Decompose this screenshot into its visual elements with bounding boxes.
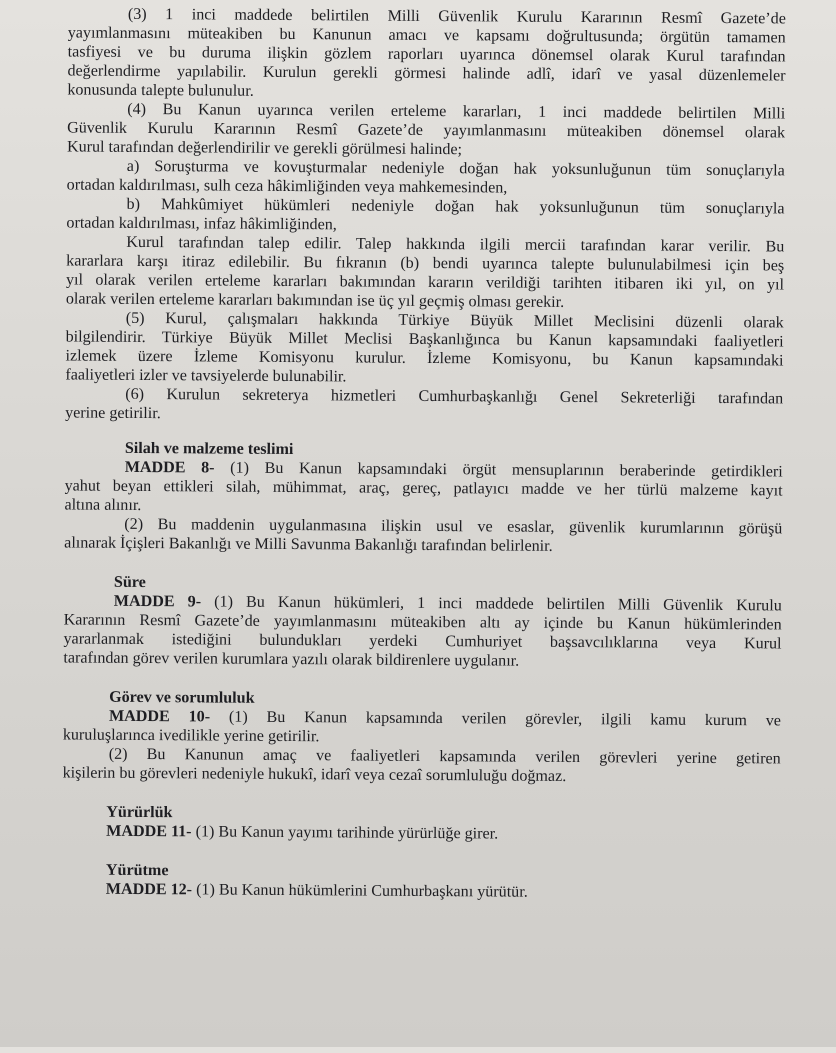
text-line: b) Mahkûmiyet hükümleri nedeniyle doğan hak yoksunluğunun tüm sonuçlarıyla [126, 195, 785, 218]
text-line: Kurul tarafından değerlendirilir ve gerekli görülmesi halinde; [66, 138, 463, 159]
text-line: bilgilendirir. Türkiye Büyük Millet Meclisi Başkanlığınca bu Kanun kapsamındaki faaliyetleri [65, 328, 784, 351]
article-text: (1) Bu Kanun kapsamında verilen görevler, ilgili kamu kurum ve [210, 708, 782, 730]
text-line: altına alınır. [64, 496, 142, 514]
text-line: Güvenlik Kurulu Kararının Resmî Gazete’de yayımlanmasını müteakiben dönemsel olarak [67, 119, 786, 142]
text-line: (4) Bu Kanun uyarınca verilen erteleme kararları, 1 inci maddede belirtilen Milli [127, 100, 786, 123]
article-number: MADDE 8- [124, 458, 215, 477]
text-line: faaliyetleri izler ve tavsiyelerde bulunabilir. [65, 366, 347, 386]
text-line: kişilerin bu görevleri nedeniyle hukukî, idarî veya cezaî sorumluluğu doğmaz. [62, 764, 567, 785]
text-line: Kurul tarafından talep edilir. Talep hakkında ilgili mercii tarafından karar verilir. Bu [126, 233, 785, 256]
article-number: MADDE 11- [106, 822, 192, 841]
section-heading: Silah ve malzeme teslimi [124, 439, 294, 459]
article-text: (1) Bu Kanun hükümleri, 1 inci maddede belirtilen Milli Güvenlik Kurulu [201, 593, 782, 615]
text-line: tasfiyesi ve bu duruma ilişkin gözlem raporları uyarınca dönemsel olarak Kurul tarafından [67, 43, 786, 66]
text-line: yayımlanmasını müteakiben bu Kanunun amacı ve kapsamı doğrultusunda; örgütün tamamen [67, 24, 786, 47]
article-number: MADDE 10- [108, 707, 211, 726]
section-heading: Yürürlük [106, 803, 173, 822]
text-line: olarak verilen erteleme kararları bakımından ise üç yıl geçmiş olması gerekir. [65, 290, 565, 311]
text-line: (6) Kurulun sekreterya hizmetleri Cumhurbaşkanlığı Genel Sekreterliği tarafından [125, 385, 784, 408]
text-line: konusunda talepte bulunulur. [67, 81, 254, 100]
text-line: alınarak İçişleri Bakanlığı ve Milli Savunma Bakanlığı tarafından belirlenir. [64, 534, 553, 555]
text-line: (5) Kurul, çalışmaları hakkında Türkiye Büyük Millet Meclisini düzenli olarak [125, 309, 784, 332]
text-line: (2) Bu maddenin uygulanmasına ilişkin usul ve esaslar, güvenlik kurumlarının görüşü [124, 515, 783, 538]
text-line: (3) 1 inci maddede belirtilen Milli Güvenlik Kurulu Kararının Resmî Gazete’de [127, 5, 786, 28]
text-line: yıl olarak verilen erteleme kararları bakımından kararın verildiği tarihten itibaren iki yıl, on yıl [65, 271, 785, 294]
text-line [62, 879, 780, 903]
text-line: (2) Bu Kanunun amaç ve faaliyetleri kapsamında verilen görevleri yerine getiren [108, 745, 781, 768]
section-heading: Süre [113, 573, 146, 592]
text-line: kararlara karşı itiraz edilebilir. Bu fıkranın (b) bendi uyarınca talepte bulunulabilmesi için beş [66, 252, 785, 275]
section-heading: Görev ve sorumluluk [109, 688, 255, 707]
section-heading: Yürütme [105, 861, 169, 880]
text-line: izlemek üzere İzleme Komisyonu kurulur. İzleme Komisyonu, bu Kanun kapsamındaki [65, 347, 784, 370]
text-line: değerlendirme yapılabilir. Kurulun gerekli görmesi halinde adlî, idarî ve yasal düzenlemeler [67, 62, 786, 85]
text-line: Kararının Resmî Gazete’de yayımlanmasını müteakiben altı ay içinde bu Kanun hükümlerinden [63, 611, 782, 634]
article-text: (1) Bu Kanun hükümlerini Cumhurbaşkanı yürütür. [192, 881, 528, 901]
text-line: yahut beyan ettikleri silah, mühimmat, araç, gereç, patlayıcı madde ve her türlü malzeme kayıt [64, 477, 783, 500]
text-line: yerine getirilir. [65, 404, 161, 423]
article-number: MADDE 12- [105, 880, 193, 899]
article-text: (1) Bu Kanun kapsamındaki örgüt mensuplarının beraberinde getirdikleri [214, 459, 783, 481]
article-text: (1) Bu Kanun yayımı tarihinde yürürlüğe girer. [191, 823, 499, 843]
text-line: yararlanmak istediğini bulundukları yerdeki Cumhuriyet başsavcılıklarına veya Kurul [63, 630, 782, 653]
text-line: kuruluşlarınca ivedilikle yerine getirilir. [62, 726, 320, 746]
text-line: ortadan kaldırılması, infaz hâkimliğinden, [66, 214, 337, 234]
text-line: tarafından görev verilen kurumlara yazılı olarak bildirenlere uygulanır. [63, 649, 520, 670]
text-line: a) Soruşturma ve kovuşturmalar nedeniyle doğan hak yoksunluğunun tüm sonuçlarıyla [126, 157, 785, 180]
article-number: MADDE 9- [113, 592, 202, 611]
text-line: ortadan kaldırılması, sulh ceza hâkimliğinden veya mahkemesinden, [66, 176, 508, 197]
